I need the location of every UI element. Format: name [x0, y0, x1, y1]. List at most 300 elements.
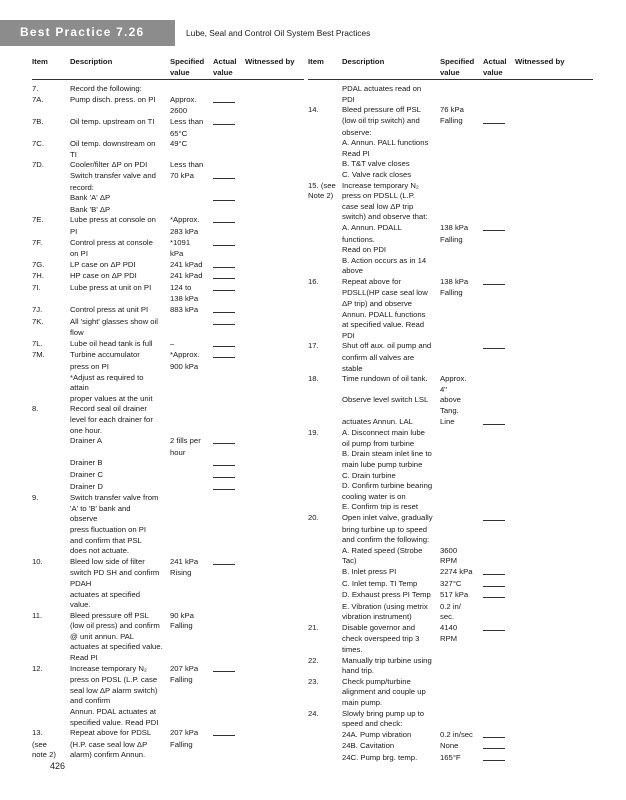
specified-value-cell [170, 394, 213, 405]
actual-value-cell [213, 339, 245, 351]
actual-value-cell [213, 470, 245, 482]
actual-value-cell [213, 305, 245, 317]
blank-entry-line[interactable] [483, 753, 505, 761]
witnessed-by-cell [245, 373, 304, 384]
table-row [308, 656, 593, 667]
description-cell [70, 294, 170, 305]
blank-entry-line[interactable] [483, 567, 505, 575]
witnessed-by-cell [515, 266, 593, 277]
witnessed-by-cell [245, 106, 304, 117]
description-cell: press on PDSL (L.P. case [70, 675, 158, 685]
item-cell [32, 426, 70, 437]
item-cell [308, 256, 342, 267]
blank-entry-line[interactable] [213, 470, 235, 478]
actual-value-cell [213, 317, 245, 329]
blank-entry-line[interactable] [213, 171, 235, 179]
blank-entry-line[interactable] [213, 664, 235, 672]
table-row [308, 428, 593, 439]
witnessed-by-cell [245, 525, 304, 536]
blank-entry-line[interactable] [213, 238, 235, 246]
blank-entry-line[interactable] [483, 730, 505, 738]
col-actual-header: Actual value [213, 57, 237, 77]
item-cell [308, 492, 342, 503]
item-cell: 7F. [32, 237, 43, 247]
description-cell: Read PI [342, 148, 370, 158]
blank-entry-line[interactable] [483, 579, 505, 587]
item-cell [308, 730, 342, 742]
description-cell: level for each drainer for [70, 415, 153, 424]
specified-value-cell [440, 138, 483, 149]
blank-entry-line[interactable] [483, 741, 505, 749]
blank-entry-line[interactable] [483, 417, 505, 425]
blank-entry-line[interactable] [213, 117, 235, 125]
table-row [308, 395, 593, 406]
description-cell: main lube pump turbine [342, 459, 423, 469]
blank-entry-line[interactable] [213, 436, 235, 444]
item-cell [308, 719, 342, 730]
description-cell: Bleed pressure off PSL [342, 105, 421, 115]
witnessed-by-cell [245, 271, 304, 283]
specified-value-cell [170, 536, 213, 547]
witnessed-by-cell [515, 590, 593, 602]
blank-entry-line[interactable] [483, 623, 505, 631]
table-row [308, 612, 593, 623]
item-cell [308, 235, 342, 246]
witnessed-by-cell [515, 149, 593, 160]
witnessed-by-cell [245, 404, 304, 415]
table-row [32, 249, 304, 260]
item-cell [32, 482, 70, 494]
description-cell: actuates at specified [70, 589, 141, 599]
blank-entry-line[interactable] [483, 341, 505, 349]
description-cell: A. Rated speed (Strobe [342, 545, 423, 555]
actual-value-cell [213, 260, 245, 272]
actual-value-cell [483, 730, 515, 742]
table-row [308, 385, 593, 396]
item-cell: 7C. [32, 139, 44, 149]
actual-value-cell [483, 245, 515, 256]
table-row [308, 449, 593, 460]
actual-value-cell [213, 621, 245, 632]
witnessed-by-cell [245, 611, 304, 622]
specified-value-cell [440, 492, 483, 503]
blank-entry-line[interactable] [213, 271, 235, 279]
witnessed-by-cell [245, 546, 304, 557]
table-row [308, 128, 593, 139]
item-cell [308, 170, 342, 181]
description-cell: attain [70, 383, 89, 393]
item-cell [32, 205, 70, 216]
col-specified-header: Specified value [440, 57, 475, 77]
blank-entry-line[interactable] [213, 305, 235, 313]
description-cell: Control press at console [70, 237, 153, 247]
table-row [32, 183, 304, 194]
col-description-header: Description [342, 57, 385, 66]
witnessed-by-cell [515, 417, 593, 429]
actual-value-cell [483, 95, 515, 106]
table-row [32, 117, 304, 129]
item-cell [32, 183, 70, 194]
actual-value-cell [483, 612, 515, 623]
witnessed-by-cell [245, 686, 304, 697]
blank-entry-line[interactable] [213, 482, 235, 490]
actual-value-cell [213, 283, 245, 295]
description-cell: C. Drain turbine [342, 470, 396, 480]
specified-value-cell: 517 kPa [440, 590, 469, 600]
specified-value-cell: 165°F [440, 753, 461, 762]
specified-value-cell: 138 kPa [440, 222, 469, 232]
table-row [308, 623, 593, 635]
description-cell: seal low ΔP alarm switch) [70, 685, 158, 695]
table-row [308, 481, 593, 492]
table-row [308, 579, 593, 591]
specified-value-cell [440, 353, 483, 364]
table-row [32, 150, 304, 161]
specified-value-cell [440, 645, 483, 656]
description-cell: observe: [342, 127, 372, 137]
table-row [308, 602, 593, 613]
blank-entry-line[interactable] [483, 513, 505, 521]
description-cell: PDI [342, 330, 355, 340]
blank-entry-line[interactable] [213, 458, 235, 466]
blank-entry-line[interactable] [213, 193, 235, 201]
table-row [32, 383, 304, 394]
description-cell: (low oil press) and confirm [70, 621, 160, 631]
description-cell: Turbine accumulator [70, 350, 140, 360]
item-cell: 7D. [32, 160, 44, 170]
specified-value-cell [440, 245, 483, 256]
description-cell: B. Drain steam inlet line to [342, 449, 432, 459]
witnessed-by-cell [515, 181, 593, 192]
description-cell: Repeat above for [342, 276, 401, 286]
actual-value-cell [483, 428, 515, 439]
left-table-body [32, 84, 304, 761]
blank-entry-line[interactable] [213, 95, 235, 103]
description-cell [70, 129, 170, 140]
specified-value-cell: hour [170, 447, 186, 457]
blank-entry-line[interactable] [213, 339, 235, 347]
description-cell: Bleed low side of filter [70, 556, 145, 566]
item-cell [32, 294, 70, 305]
actual-value-cell [213, 404, 245, 415]
right-column-table [308, 57, 593, 765]
table-row [308, 698, 593, 709]
description-cell: @ unit annun. PAL [70, 631, 135, 641]
description-cell: case seal low ΔP trip [342, 201, 414, 211]
specified-value-cell: sec. [440, 612, 455, 622]
table-row [308, 299, 593, 310]
actual-value-cell [213, 728, 245, 740]
table-row [308, 590, 593, 602]
item-cell [308, 687, 342, 698]
table-header [308, 57, 593, 80]
actual-value-cell [483, 471, 515, 482]
specified-value-cell: Falling [440, 234, 463, 244]
description-cell: HP case on ΔP PDI [70, 271, 137, 281]
witnessed-by-cell [515, 677, 593, 688]
table-row [308, 730, 593, 742]
table-row [32, 283, 304, 295]
specified-value-cell [440, 212, 483, 223]
witnessed-by-cell [245, 129, 304, 140]
specified-value-cell [440, 460, 483, 471]
specified-value-cell: 138 kPa [440, 276, 469, 286]
specified-value-cell [440, 149, 483, 160]
table-row [32, 568, 304, 579]
item-cell [308, 310, 342, 321]
witnessed-by-cell [515, 612, 593, 623]
item-cell [32, 394, 70, 405]
specified-value-cell: *1091 [170, 237, 191, 247]
description-cell: Disable governor and [342, 622, 416, 632]
table-row [32, 260, 304, 272]
witnessed-by-cell [245, 482, 304, 494]
description-cell [342, 406, 440, 417]
item-cell: 13. [32, 728, 43, 738]
actual-value-cell [483, 299, 515, 310]
actual-value-cell [483, 481, 515, 492]
witnessed-by-cell [245, 436, 304, 448]
table-row [32, 536, 304, 547]
item-cell: 21. [308, 622, 319, 632]
blank-entry-line[interactable] [483, 590, 505, 598]
specified-value-cell [440, 310, 483, 321]
item-cell: 16. [308, 276, 319, 286]
item-cell [32, 632, 70, 643]
actual-value-cell [213, 653, 245, 664]
table-row [308, 741, 593, 753]
blank-entry-line[interactable] [483, 223, 505, 231]
witnessed-by-cell [515, 656, 593, 667]
actual-value-cell [483, 656, 515, 667]
table-row [32, 696, 304, 707]
table-row [308, 525, 593, 536]
blank-entry-line[interactable] [483, 277, 505, 285]
actual-value-cell [213, 294, 245, 305]
item-cell [308, 202, 342, 213]
specified-value-cell [170, 84, 213, 95]
actual-value-cell [483, 128, 515, 139]
specified-value-cell: Line [440, 416, 455, 426]
description-cell: alarm) confirm Annun. [70, 750, 146, 760]
actual-value-cell [213, 514, 245, 525]
description-cell: speed and check: [342, 719, 403, 729]
witnessed-by-cell [245, 95, 304, 107]
description-cell: and confirm that PSL [70, 535, 142, 545]
description-cell: at specified value. Read [342, 320, 425, 330]
description-cell: Increase temporary N₂ [70, 663, 147, 673]
table-row [308, 471, 593, 482]
witnessed-by-cell [245, 426, 304, 437]
witnessed-by-cell [515, 687, 593, 698]
specified-value-cell [440, 256, 483, 267]
table-row [32, 600, 304, 611]
table-row [308, 753, 593, 765]
description-cell: D. Confirm turbine bearing [342, 481, 433, 491]
item-cell: 23. [308, 676, 319, 686]
witnessed-by-cell [245, 632, 304, 643]
table-row [308, 535, 593, 546]
table-row [32, 750, 304, 761]
specified-value-cell [170, 590, 213, 601]
witnessed-by-cell [245, 317, 304, 329]
actual-value-cell [213, 183, 245, 194]
actual-value-cell [483, 460, 515, 471]
actual-value-cell [483, 634, 515, 645]
specified-value-cell: Tang. [440, 406, 459, 415]
witnessed-by-cell [245, 350, 304, 362]
witnessed-by-cell [245, 227, 304, 238]
table-row [32, 707, 304, 718]
witnessed-by-cell [245, 514, 304, 525]
specified-value-cell [440, 719, 483, 730]
item-cell [32, 106, 70, 117]
witnessed-by-cell [245, 557, 304, 569]
witnessed-by-cell [515, 492, 593, 503]
item-cell [308, 612, 342, 623]
table-row [308, 634, 593, 645]
item-cell: 7K. [32, 316, 44, 326]
table-row [308, 212, 593, 223]
actual-value-cell [213, 373, 245, 384]
blank-entry-line[interactable] [213, 283, 235, 291]
witnessed-by-cell [515, 310, 593, 321]
blank-entry-line[interactable] [213, 557, 235, 565]
witnessed-by-cell [245, 238, 304, 250]
actual-value-cell [213, 642, 245, 653]
blank-entry-line[interactable] [213, 317, 235, 325]
blank-entry-line[interactable] [213, 728, 235, 736]
description-cell: Annun. PDAL actuates at [70, 707, 157, 717]
specified-value-cell [440, 677, 483, 688]
table-row [32, 728, 304, 740]
actual-value-cell [483, 266, 515, 277]
description-cell: Pump disch. press. on PI [70, 94, 156, 104]
table-row [308, 170, 593, 181]
specified-value-cell: 0.2 in/ [440, 601, 461, 611]
description-cell: (H.P. case seal low ΔP [70, 739, 148, 749]
description-cell: switch PD SH and confirm [70, 568, 160, 578]
specified-value-cell [440, 687, 483, 698]
item-cell [308, 331, 342, 342]
actual-value-cell [483, 331, 515, 342]
description-cell: functions. [342, 234, 375, 244]
actual-value-cell [483, 212, 515, 223]
specified-value-cell [440, 159, 483, 170]
actual-value-cell [213, 568, 245, 579]
actual-value-cell [213, 328, 245, 339]
description-cell: actuates at specified value. [70, 642, 163, 652]
table-row [32, 525, 304, 536]
item-cell [308, 666, 342, 677]
specified-value-cell: 327°C [440, 578, 462, 588]
actual-value-cell [213, 718, 245, 729]
item-cell [32, 328, 70, 339]
actual-value-cell [213, 383, 245, 394]
witnessed-by-cell [245, 536, 304, 547]
specified-value-cell [440, 299, 483, 310]
table-row [32, 740, 304, 751]
witnessed-by-cell [245, 193, 304, 205]
actual-value-cell [483, 181, 515, 192]
description-cell: 24A. Pump vibration [342, 729, 412, 739]
witnessed-by-cell [515, 623, 593, 635]
description-cell: Switch transfer valve from [70, 493, 159, 503]
table-row [32, 493, 304, 504]
table-row [308, 567, 593, 579]
witnessed-by-cell [245, 205, 304, 216]
item-cell [308, 395, 342, 406]
table-row [32, 373, 304, 384]
table-row [308, 149, 593, 160]
right-table-body [308, 84, 593, 764]
description-cell: press fluctuation on PI [70, 524, 147, 534]
table-row [32, 238, 304, 250]
description-cell: A. Annun. PALL functions [342, 138, 429, 148]
blank-entry-line[interactable] [213, 260, 235, 268]
actual-value-cell [483, 698, 515, 709]
specified-value-cell [170, 514, 213, 525]
specified-value-cell [440, 428, 483, 439]
blank-entry-line[interactable] [483, 116, 505, 124]
item-cell [308, 212, 342, 223]
specified-value-cell: Falling [170, 621, 193, 631]
table-row [308, 320, 593, 331]
blank-entry-line[interactable] [213, 215, 235, 223]
specified-value-cell [440, 666, 483, 677]
witnessed-by-cell [245, 579, 304, 590]
item-cell: 22. [308, 655, 319, 665]
item-cell [32, 227, 70, 238]
witnessed-by-cell [515, 385, 593, 396]
specified-value-cell: 2600 [170, 106, 188, 116]
description-cell: Cooler/filter ΔP on PDI [70, 160, 148, 170]
description-cell: stable [342, 363, 363, 373]
actual-value-cell [213, 215, 245, 227]
actual-value-cell [213, 249, 245, 260]
witnessed-by-cell [515, 730, 593, 742]
table-row [32, 328, 304, 339]
blank-entry-line[interactable] [213, 350, 235, 358]
witnessed-by-cell [245, 328, 304, 339]
specified-value-cell: 70 kPa [170, 170, 194, 180]
actual-value-cell [213, 632, 245, 643]
witnessed-by-cell [515, 567, 593, 579]
item-cell: (see [32, 739, 47, 749]
description-cell: PDAH [70, 578, 92, 588]
witnessed-by-cell [515, 513, 593, 525]
table-row [32, 426, 304, 437]
specified-value-cell: 3600 [440, 545, 458, 555]
specified-value-cell [440, 128, 483, 139]
specified-value-cell [170, 686, 213, 697]
specified-value-cell [170, 470, 213, 482]
witnessed-by-cell [515, 256, 593, 267]
table-row [308, 556, 593, 567]
description-cell: value. [70, 600, 91, 610]
table-row [308, 417, 593, 429]
witnessed-by-cell [515, 288, 593, 299]
actual-value-cell [483, 567, 515, 579]
actual-value-cell [213, 579, 245, 590]
specified-value-cell: Falling [440, 288, 463, 298]
description-cell: A. Annun. PDALL [342, 222, 402, 232]
table-row [32, 362, 304, 373]
table-row [32, 317, 304, 329]
table-row [32, 632, 304, 643]
table-row [308, 191, 593, 202]
col-witnessed-header: Witnessed by [245, 57, 295, 66]
